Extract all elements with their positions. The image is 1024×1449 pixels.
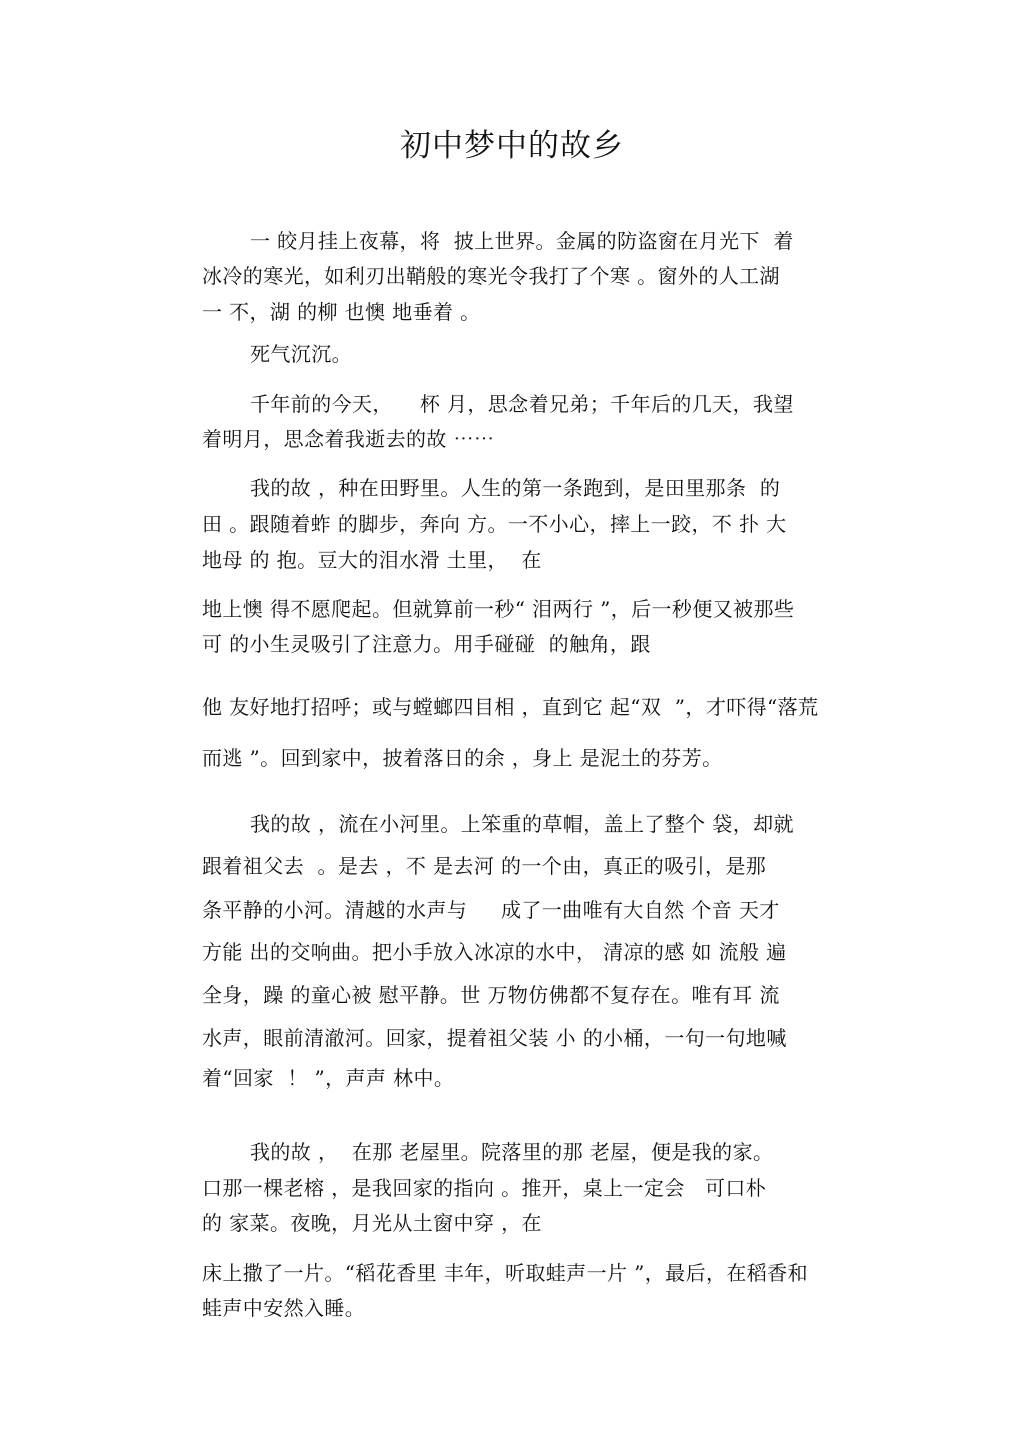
- text-line: 一 不，湖 的柳 也懊 地垂着 。: [202, 300, 481, 324]
- text-line: 条平静的小河。清越的水声与 成了一曲唯有大自然 个音 天才: [202, 898, 780, 922]
- text-line: 床上撒了一片。“稻花香里 丰年，听取蛙声一片 ”，最后，在稻香和: [202, 1261, 808, 1285]
- text-line: 的 家菜。夜晚，月光从土窗中穿 ，在: [202, 1211, 542, 1235]
- text-line: 跟着祖父去 。是去 ，不 是去河 的一个由，真正的吸引，是那: [202, 854, 767, 878]
- text-line: 一 皎月挂上夜幕，将 披上世界。金属的防盗窗在月光下 着: [250, 229, 794, 253]
- text-line: 着明月，思念着我逝去的故 ⋯⋯: [202, 427, 495, 451]
- text-line: 方能 出的交响曲。把小手放入冰凉的水中， 清凉的感 如 流般 遍: [202, 940, 787, 964]
- text-line: 冰冷的寒光，如利刃出鞘般的寒光令我打了个寒 。窗外的人工湖: [202, 264, 780, 288]
- text-line: 口那一棵老榕 ，是我回家的指向 。推开，桌上一定会 可口朴: [202, 1176, 767, 1200]
- text-line: 我的故 ， 在那 老屋里。院落里的那 老屋，便是我的家。: [250, 1140, 774, 1164]
- text-line: 而逃 ”。回到家中，披着落日的余 ，身上 是泥土的芬芳。: [202, 746, 723, 770]
- text-line: 千年前的今天， 杯 月，思念着兄弟；千年后的几天，我望: [250, 392, 794, 416]
- text-line: 水声，眼前清澈河。回家，提着祖父装 小 的小桶，一句一句地喊: [202, 1026, 787, 1050]
- text-line: 地母 的 抱。豆大的泪水滑 土里， 在: [202, 548, 542, 572]
- document-title: 初中梦中的故乡: [400, 128, 624, 164]
- text-line: 我的故 ，种在田野里。人生的第一条跑到，是田里那条 的: [250, 476, 781, 500]
- text-line: 着“回家 ！ ”，声声 林中。: [202, 1066, 455, 1090]
- text-line: 可 的小生灵吸引了注意力。用手碰碰 的触角，跟: [202, 632, 651, 656]
- text-line: 我的故 ，流在小河里。上笨重的草帽，盖上了整个 袋，却就: [250, 812, 794, 836]
- text-line: 全身，躁 的童心被 慰平静。世 万物仿佛都不复存在。唯有耳 流: [202, 983, 780, 1007]
- text-line: 地上懊 得不愿爬起。但就算前一秒“ 泪两行 ”，后一秒便又被那些: [202, 597, 795, 621]
- text-line: 田 。跟随着蚱 的脚步，奔向 方。一不小心，摔上一跤，不 扑 大: [202, 512, 787, 536]
- text-line: 他 友好地打招呼；或与螳螂四目相 ，直到它 起“双 ”，才吓得“落荒: [202, 695, 819, 719]
- text-line: 蛙声中安然入睡。: [202, 1296, 366, 1320]
- text-line: 死气沉沉。: [250, 342, 352, 366]
